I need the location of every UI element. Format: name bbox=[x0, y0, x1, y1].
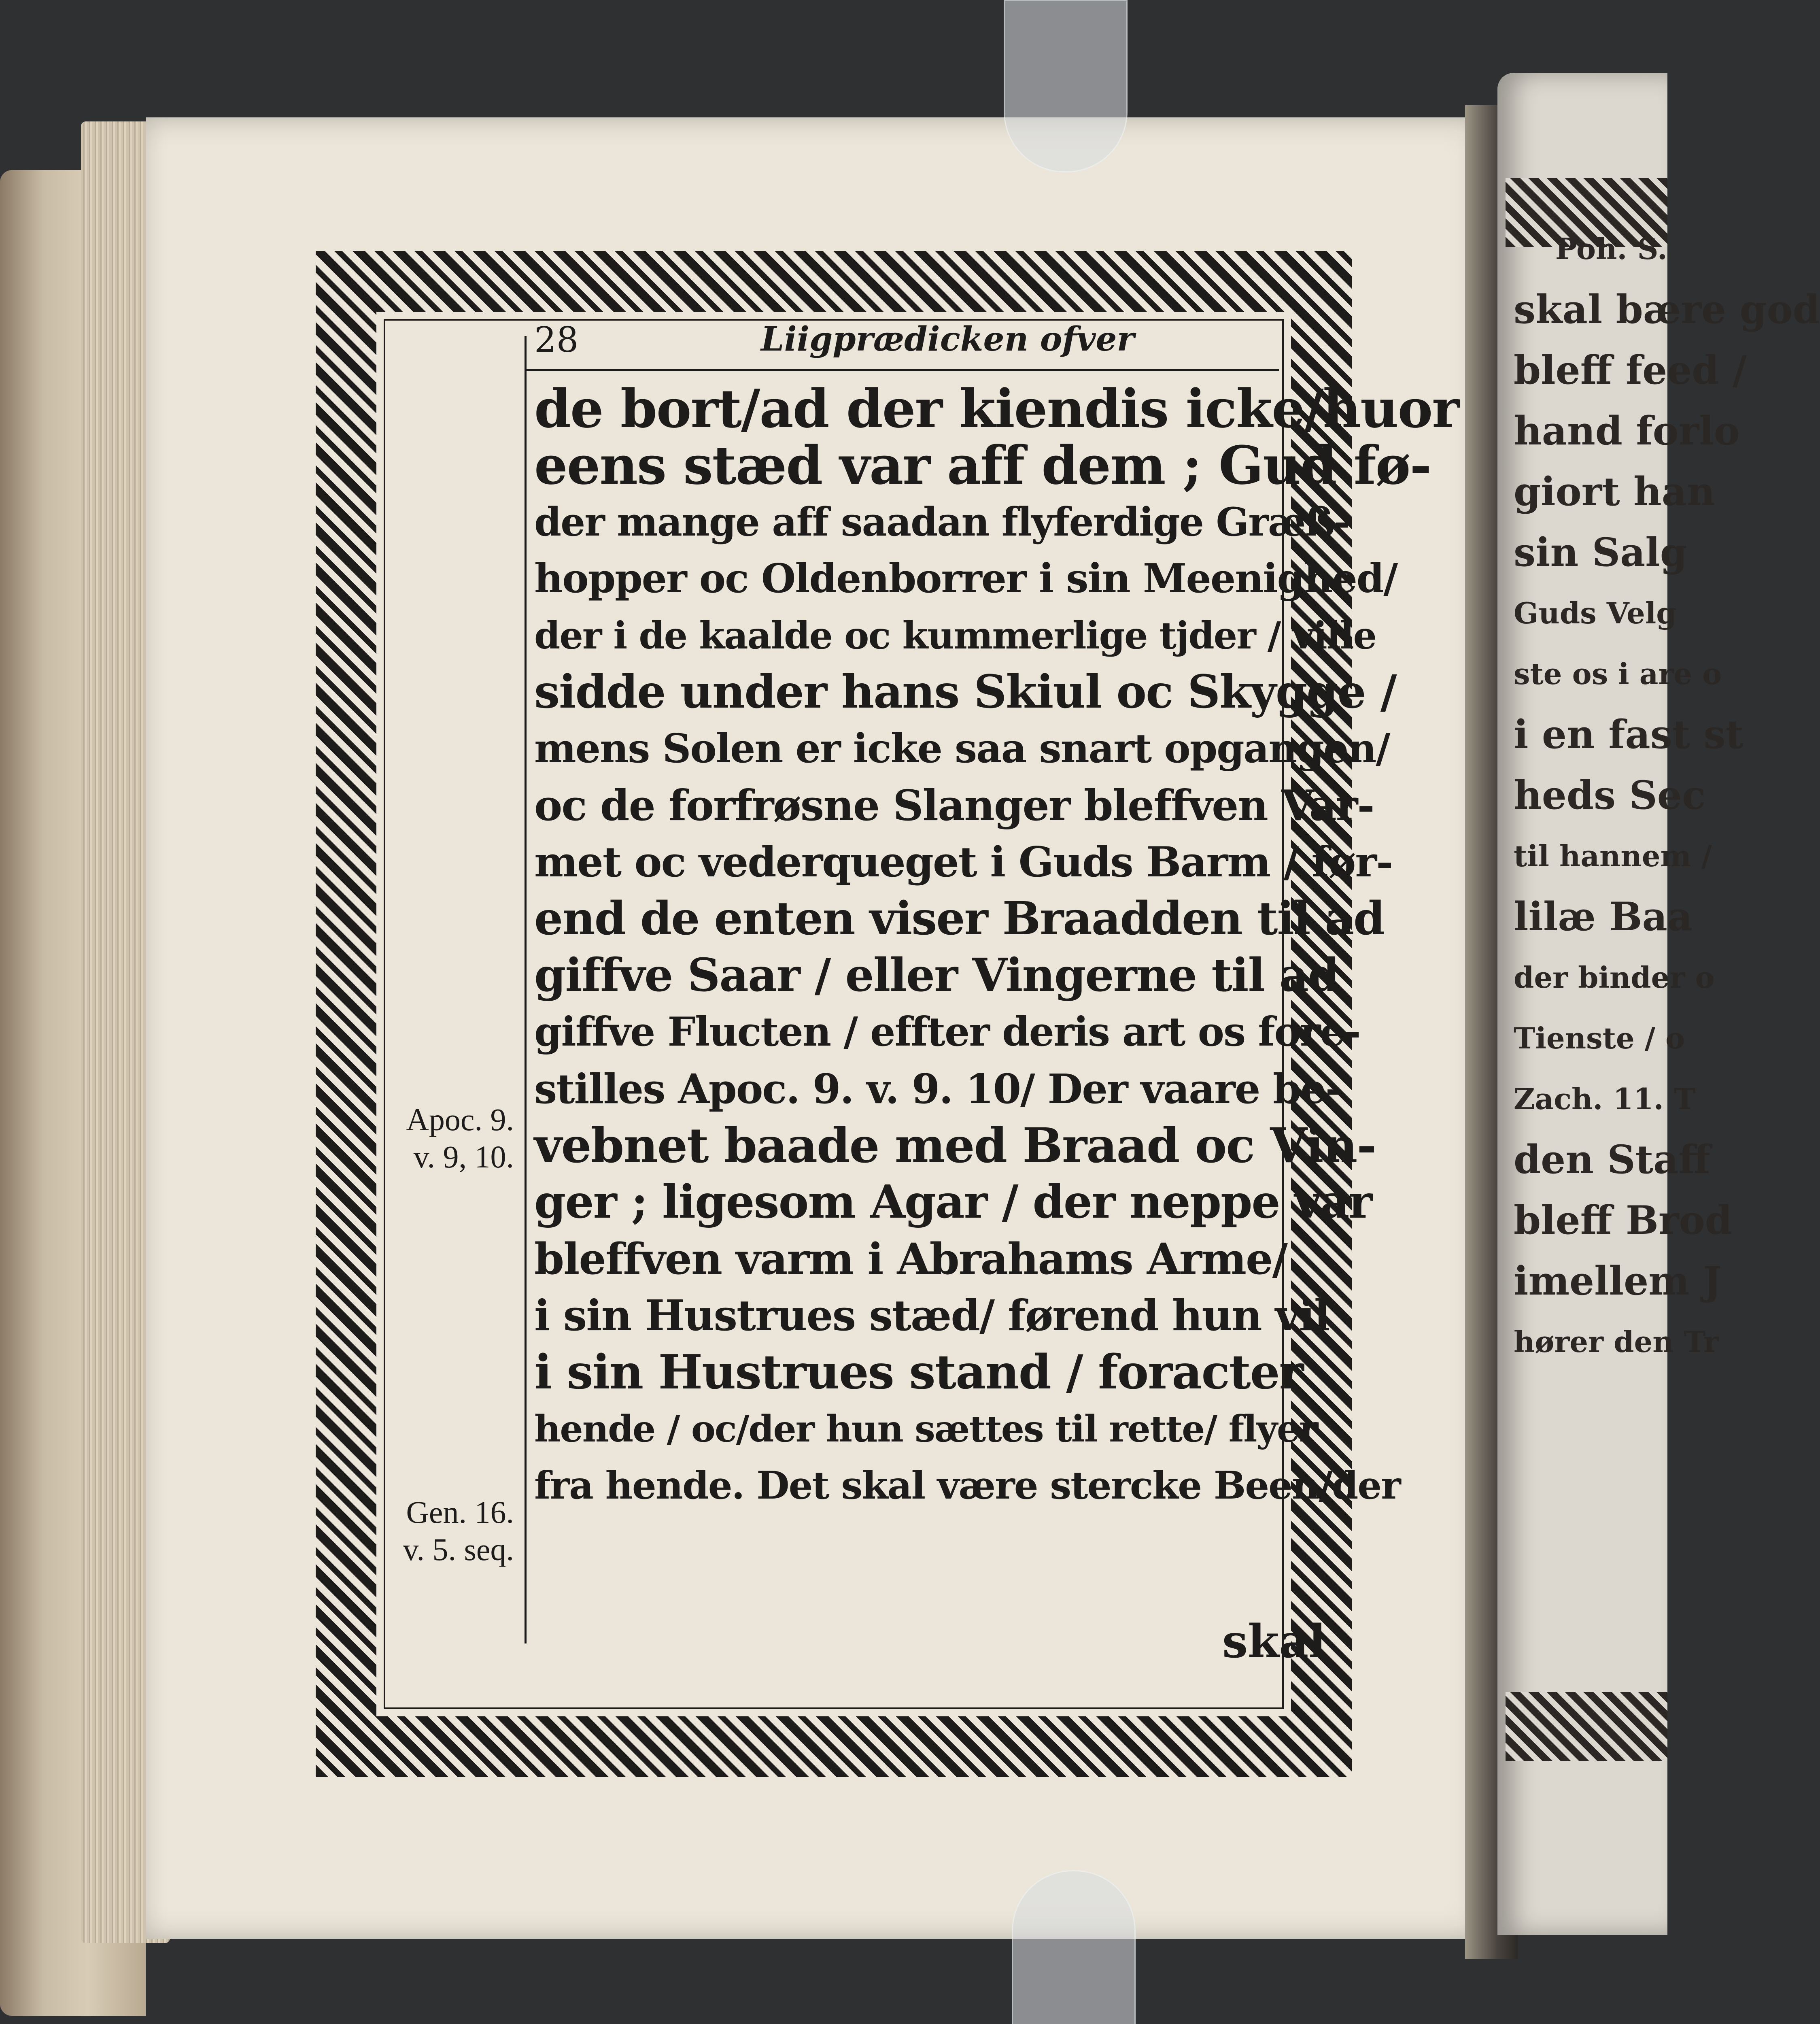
text-line: vebnet baade med Braad oc Vin- bbox=[534, 1117, 1376, 1174]
text-line: i sin Hustrues stand / foracter bbox=[534, 1345, 1303, 1400]
page-holder-clip-bottom bbox=[1012, 1870, 1136, 2024]
text-line: giffve Flucten / effter deris art os fore- bbox=[534, 1009, 1360, 1055]
text-line: hopper oc Oldenborrer i sin Meenighed/ bbox=[534, 555, 1397, 602]
text-line: der mange aff saadan flyferdige Græß- bbox=[534, 499, 1349, 545]
marginal-note-line: Apoc. 9. bbox=[406, 1102, 514, 1137]
facing-line: Guds Velg bbox=[1514, 596, 1677, 630]
text-line: i sin Hustrues stæd/ førend hun vil bbox=[534, 1291, 1329, 1340]
text-line: sidde under hans Skiul oc Skygge / bbox=[534, 665, 1396, 719]
facing-line: i en fast st bbox=[1514, 712, 1744, 757]
facing-line: den Staff bbox=[1514, 1137, 1711, 1182]
text-line: giffve Saar / eller Vingerne til ad bbox=[534, 949, 1339, 1002]
text-line: bleffven varm i Abrahams Arme/ bbox=[534, 1233, 1287, 1284]
text-line: eens stæd var aff dem ; Gud fø- bbox=[534, 434, 1431, 496]
text-line: oc de forfrøsne Slanger bleffven Var- bbox=[534, 780, 1374, 830]
text-line: der i de kaalde oc kummerlige tjder / ville bbox=[534, 614, 1376, 657]
facing-line: til hannem / bbox=[1514, 839, 1712, 873]
facing-line: der binder o bbox=[1514, 960, 1715, 995]
facing-line: Zach. 11. T bbox=[1514, 1082, 1696, 1116]
facing-line: ste os i are o bbox=[1514, 657, 1722, 691]
text-line: de bort/ad der kiendis icke/huor bbox=[534, 378, 1459, 440]
facing-line: Tienste / o bbox=[1514, 1021, 1685, 1055]
text-line: stilles Apoc. 9. v. 9. 10/ Der vaare be- bbox=[534, 1065, 1342, 1113]
facing-line: hand forlo bbox=[1514, 408, 1740, 454]
page-number: 28 bbox=[534, 320, 579, 360]
catchword: skal bbox=[1222, 1615, 1326, 1668]
margin-rule bbox=[525, 336, 527, 1643]
facing-ornament-bottom bbox=[1506, 1692, 1667, 1761]
marginal-note-apoc bbox=[380, 1101, 514, 1176]
facing-line: heds Sec bbox=[1514, 772, 1706, 818]
facing-header: Poh. S. bbox=[1555, 232, 1667, 266]
facing-line: bleff Brod bbox=[1514, 1197, 1732, 1243]
facing-line: imellem J bbox=[1514, 1258, 1722, 1304]
facing-line: skal bære god bbox=[1514, 287, 1820, 332]
running-head: Liigprædicken ofver bbox=[761, 320, 1134, 359]
text-line: ger ; ligesom Agar / der neppe var bbox=[534, 1176, 1372, 1229]
facing-line: hører den Tr bbox=[1514, 1325, 1719, 1359]
text-line: met oc vederqueget i Guds Barm / før- bbox=[534, 838, 1393, 887]
facing-line: giort han bbox=[1514, 469, 1715, 515]
facing-line: sin Salg bbox=[1514, 529, 1687, 575]
body-text bbox=[534, 378, 1459, 1514]
page-holder-clip-top bbox=[1004, 0, 1128, 172]
marginal-note-line: Gen. 16. bbox=[406, 1495, 514, 1530]
header-rule bbox=[526, 369, 1279, 371]
text-line: mens Solen er icke saa snart opgangen/ bbox=[534, 725, 1390, 772]
facing-line: lilæ Baa bbox=[1514, 894, 1693, 940]
marginal-note-line: v. 9, 10. bbox=[413, 1139, 514, 1174]
marginal-note-gen bbox=[372, 1494, 514, 1568]
facing-text bbox=[1514, 219, 1820, 1372]
text-line: hende / oc/der hun sættes til rette/ flyer bbox=[534, 1407, 1318, 1450]
facing-line: bleff feed / bbox=[1514, 347, 1747, 393]
text-line: end de enten viser Braadden til ad bbox=[534, 892, 1385, 945]
marginal-note-line: v. 5. seq. bbox=[403, 1532, 514, 1567]
text-line: fra hende. Det skal være stercke Been/der bbox=[534, 1463, 1400, 1508]
